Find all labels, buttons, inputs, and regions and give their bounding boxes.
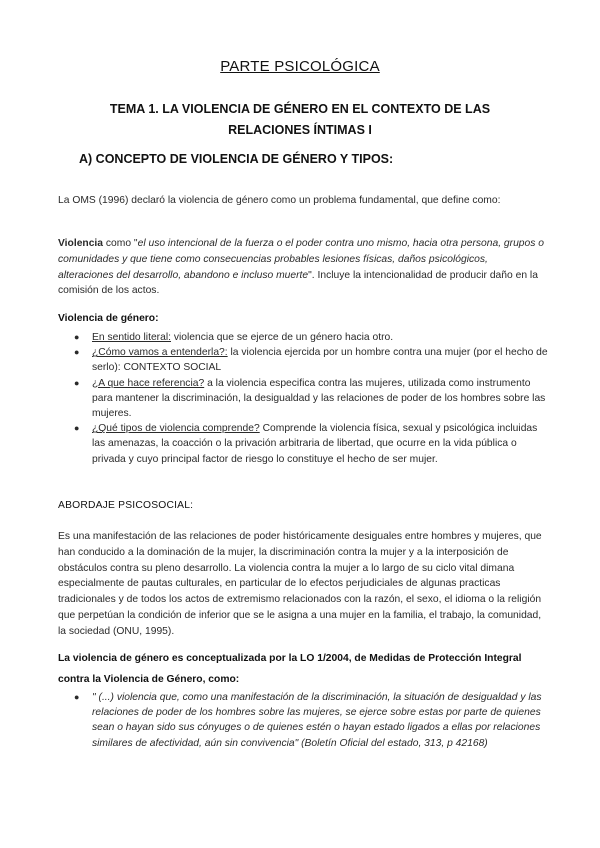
oms-paragraph: La OMS (1996) declaró la violencia de género como un problema fundamental, que define como: bbox=[58, 195, 501, 206]
bullet-icon: ● bbox=[74, 692, 80, 702]
list-item bbox=[58, 376, 548, 422]
list-item-lead: ¿Qué tipos de violencia comprende? bbox=[92, 423, 260, 435]
violencia-post: ". Incluye la intencionalidad de producir daño en la comisión de los actos. bbox=[58, 269, 538, 297]
violencia-pre: como " bbox=[103, 238, 138, 249]
list-item-lead: En sentido literal: bbox=[92, 332, 171, 343]
list-item bbox=[58, 330, 548, 345]
section-a-heading: A) CONCEPTO DE VIOLENCIA DE GÉNERO Y TIPOS: bbox=[79, 152, 394, 166]
topic-heading-line-2: RELACIONES ÍNTIMAS I bbox=[228, 123, 372, 137]
list-item-text: la violencia ejercida por un hombre contra una mujer (por el hecho de serlo): CONTEXTO SOCIAL bbox=[92, 347, 548, 374]
list-item bbox=[58, 690, 548, 751]
list-item-lead: ¿A que hace referencia? bbox=[92, 377, 205, 389]
list-item-text: Comprende la violencia física, sexual y psicológica incluidas las amenazas, la coacción o la privación arbitraria de libertad, que ocurre en la vida pública o privada y cuyo principal factor de riesgo lo constituye el hecho de ser mujer. bbox=[92, 423, 538, 465]
abordaje-heading: ABORDAJE PSICOSOCIAL: bbox=[58, 500, 194, 511]
list-item-lead: ¿Cómo vamos a entenderla?: bbox=[92, 347, 228, 359]
lo-quote-list bbox=[58, 690, 548, 751]
list-item bbox=[58, 345, 548, 375]
violencia-genero-heading: Violencia de género: bbox=[58, 313, 159, 324]
list-item bbox=[58, 421, 548, 467]
bullet-icon: ● bbox=[74, 423, 80, 434]
violencia-quote: el uso intencional de la fuerza o el poder contra uno mismo, hacia otra persona, grupos o comunidades y que tiene como consecuencias probables lesiones físicas, daños psicológicos, alteraciones del desarrollo, abandono e incluso muerte bbox=[58, 238, 544, 281]
violencia-definition bbox=[58, 236, 546, 299]
abordaje-paragraph: Es una manifestación de las relaciones de poder históricamente desiguales entre hombres y mujeres, que han conducido a la dominación de la mujer, la discriminación contra la mujer y a la interposición de obstáculos contra su pleno desarrollo. La violencia contra la mujer a lo largo de su ciclo vital dimana especialmente de pautas culturales, en particular de lo efectos perjudiciales de algunas practicas tradicionales y de todos los actos de extremismo relacionados con la razón, el sexo, el idioma o la religión que perpetúan la condición de inferior que se le asigna a una mujer en la familia, el trabajo, la comunidad, la sociedad (ONU, 1995). bbox=[58, 531, 542, 637]
bullet-icon: ● bbox=[74, 377, 80, 388]
lo-heading: La violencia de género es conceptualizada por la LO 1/2004, de Medidas de Protección Integral contra la Violencia de Género, como: bbox=[58, 653, 522, 685]
topic-heading bbox=[60, 99, 540, 141]
violencia-genero-list bbox=[58, 330, 548, 467]
bullet-icon: ● bbox=[74, 347, 80, 358]
violencia-term: Violencia bbox=[58, 238, 104, 249]
list-item-text: a la violencia especifica contra las mujeres, utilizada como instrumento para mantener la discriminación, la desigualdad y las relaciones de poder de los hombres sobre las mujeres. bbox=[92, 377, 546, 420]
lo-quote: " (...) violencia que, como una manifestación de la discriminación, la situación de desigualdad y las relaciones de poder de los hombres sobre las mujeres, se ejerce sobre estas por parte de quienes sean o hayan sido sus cónyuges o de quienes estén o hayan estado ligados a ellas por relaciones similares de afectividad, aún sin convivencia" (Boletín Oficial del estado, 313, p 42168) bbox=[92, 692, 542, 749]
bullet-icon: ● bbox=[74, 332, 80, 342]
topic-heading-line-1: TEMA 1. LA VIOLENCIA DE GÉNERO EN EL CONTEXTO DE LAS bbox=[109, 102, 491, 116]
page-title: PARTE PSICOLÓGICA bbox=[220, 58, 380, 75]
list-item-text: violencia que se ejerce de un género hacia otro. bbox=[171, 332, 394, 343]
